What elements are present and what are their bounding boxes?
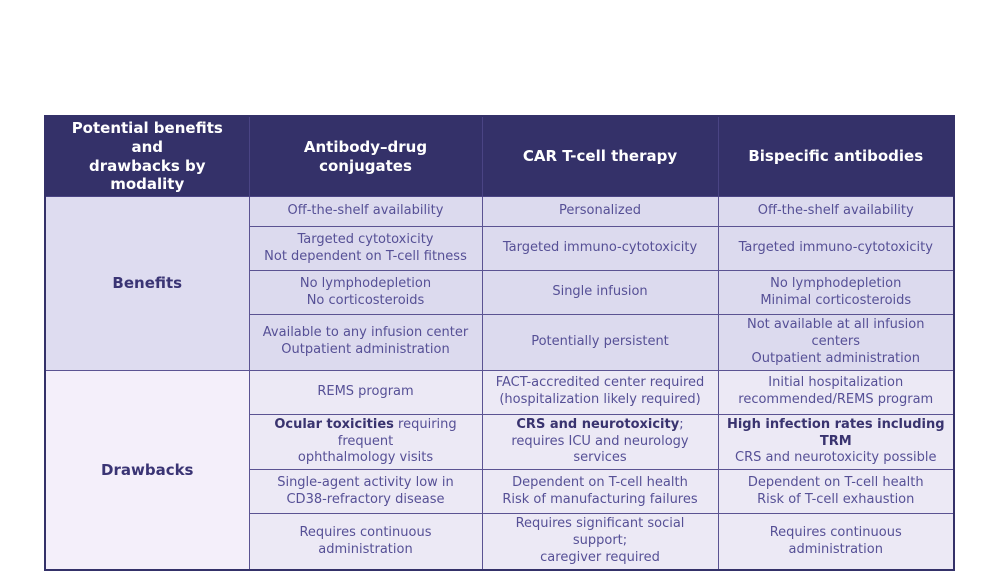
cell-text: requiring frequent — [337, 416, 457, 449]
cell-line — [727, 203, 946, 220]
cell-text: Requires continuous administration — [299, 524, 432, 557]
cell-line — [258, 492, 474, 509]
table-cell-adc — [249, 414, 482, 470]
cell-line — [258, 417, 474, 451]
cell-line — [491, 417, 710, 434]
cell-text: Outpatient administration — [281, 342, 450, 358]
header-modality-line1: Potential benefits and — [71, 119, 223, 156]
cell-text: ophthalmology visits — [297, 450, 434, 466]
cell-text: Requires continuous administration — [769, 524, 902, 557]
cell-text: No lymphodepletion — [770, 275, 902, 291]
table-cell-bispecific — [718, 197, 954, 227]
cell-text: No corticosteroids — [306, 292, 425, 308]
cell-text: Risk of manufacturing failures — [502, 491, 698, 507]
cell-text: Personalized — [559, 203, 641, 219]
cell-text: Dependent on T-cell health — [747, 474, 924, 490]
cell-line — [258, 293, 474, 310]
table-cell-bispecific — [718, 470, 954, 514]
cell-line — [258, 525, 474, 559]
table-cell-adc — [249, 315, 482, 371]
table-cell-car — [482, 370, 718, 414]
cell-text: Initial hospitalization — [768, 375, 904, 391]
cell-text: caregiver required — [540, 550, 660, 566]
cell-line — [727, 417, 946, 451]
cell-line — [727, 240, 946, 257]
table-cell-bispecific — [718, 227, 954, 271]
cell-line — [491, 375, 710, 392]
cell-line — [258, 342, 474, 359]
cell-line — [491, 284, 710, 301]
cell-text: CD38-refractory disease — [286, 491, 445, 507]
table-cell-car — [482, 414, 718, 470]
cell-line — [491, 334, 710, 351]
cell-line — [727, 351, 946, 368]
cell-line — [727, 450, 946, 467]
table-cell-bispecific — [718, 514, 954, 570]
cell-line — [727, 375, 946, 392]
cell-line — [491, 203, 710, 220]
cell-text: Off-the-shelf availability — [757, 203, 914, 219]
cell-text: Off-the-shelf availability — [287, 203, 444, 219]
table-cell-car — [482, 315, 718, 371]
cell-text: Single infusion — [552, 284, 648, 300]
cell-text: requires ICU and neurology services — [511, 433, 689, 466]
group-label-benefits: Benefits — [45, 197, 249, 371]
cell-text: REMS program — [317, 383, 414, 399]
table-cell-adc — [249, 514, 482, 570]
cell-text: Minimal corticosteroids — [760, 292, 912, 308]
cell-line — [258, 232, 474, 249]
header-modality — [45, 116, 249, 197]
cell-bold-text: High infection rates including TRM — [726, 416, 945, 449]
cell-text: Not dependent on T-cell fitness — [264, 248, 467, 264]
cell-line — [258, 249, 474, 266]
cell-text: recommended/REMS program — [738, 392, 934, 408]
cell-text: No lymphodepletion — [299, 275, 432, 291]
cell-text: Dependent on T-cell health — [512, 474, 688, 490]
cell-text: Requires significant social support; — [515, 516, 685, 549]
table-cell-car — [482, 197, 718, 227]
cell-line — [727, 525, 946, 559]
cell-text: Targeted immuno-cytotoxicity — [502, 240, 698, 256]
cell-line — [258, 450, 474, 467]
header-modality-line2: drawbacks by modality — [88, 156, 206, 194]
cell-line — [258, 276, 474, 293]
table-cell-adc — [249, 470, 482, 514]
comparison-table-container — [44, 115, 955, 571]
cell-line — [727, 475, 946, 492]
cell-text: Not available at all infusion centers — [747, 317, 925, 349]
table-cell-bispecific — [718, 370, 954, 414]
cell-text: Targeted cytotoxicity — [297, 231, 434, 247]
cell-line — [727, 492, 946, 509]
cell-text: FACT-accredited center required — [495, 375, 705, 391]
header-antibody-drug-conjugates: Antibody–drug conjugates — [249, 116, 482, 197]
cell-line — [258, 384, 474, 401]
table-cell-adc — [249, 197, 482, 227]
group-label-drawbacks: Drawbacks — [45, 370, 249, 570]
table-cell-bispecific — [718, 315, 954, 371]
table-cell-car — [482, 470, 718, 514]
cell-text: Available to any infusion center — [262, 325, 469, 341]
cell-line — [491, 392, 710, 409]
table-row — [45, 370, 954, 414]
table-cell-car — [482, 271, 718, 315]
table-cell-bispecific — [718, 271, 954, 315]
cell-text: Single-agent activity low in — [277, 474, 454, 490]
cell-line — [491, 516, 710, 550]
cell-text: (hospitalization likely required) — [499, 392, 701, 408]
cell-text: Targeted immuno-cytotoxicity — [738, 240, 933, 256]
table-cell-bispecific — [718, 414, 954, 470]
header-bispecific-antibodies: Bispecific antibodies — [718, 116, 954, 197]
table-cell-adc — [249, 227, 482, 271]
cell-text: Outpatient administration — [751, 350, 920, 366]
cell-line — [491, 240, 710, 257]
cell-bold-text: Ocular toxicities — [274, 416, 394, 432]
cell-line — [258, 475, 474, 492]
cell-line — [727, 392, 946, 409]
cell-line — [258, 203, 474, 220]
cell-line — [491, 492, 710, 509]
cell-text: Risk of T-cell exhaustion — [757, 491, 915, 507]
header-car-t-cell-therapy: CAR T-cell therapy — [482, 116, 718, 197]
cell-line — [491, 550, 710, 567]
cell-line — [491, 434, 710, 468]
cell-line — [727, 317, 946, 351]
table-cell-car — [482, 227, 718, 271]
cell-bold-text: CRS and neurotoxicity — [516, 416, 680, 432]
cell-line — [727, 276, 946, 293]
cell-line — [258, 325, 474, 342]
table-cell-adc — [249, 271, 482, 315]
table-cell-car — [482, 514, 718, 570]
cell-text: ; — [679, 416, 684, 432]
cell-line — [491, 475, 710, 492]
cell-text: CRS and neurotoxicity possible — [735, 450, 937, 466]
cell-text: Potentially persistent — [531, 333, 669, 349]
table-row — [45, 197, 954, 227]
cell-line — [727, 293, 946, 310]
table-cell-adc — [249, 370, 482, 414]
header-row — [45, 116, 954, 197]
modality-comparison-table — [44, 115, 955, 571]
